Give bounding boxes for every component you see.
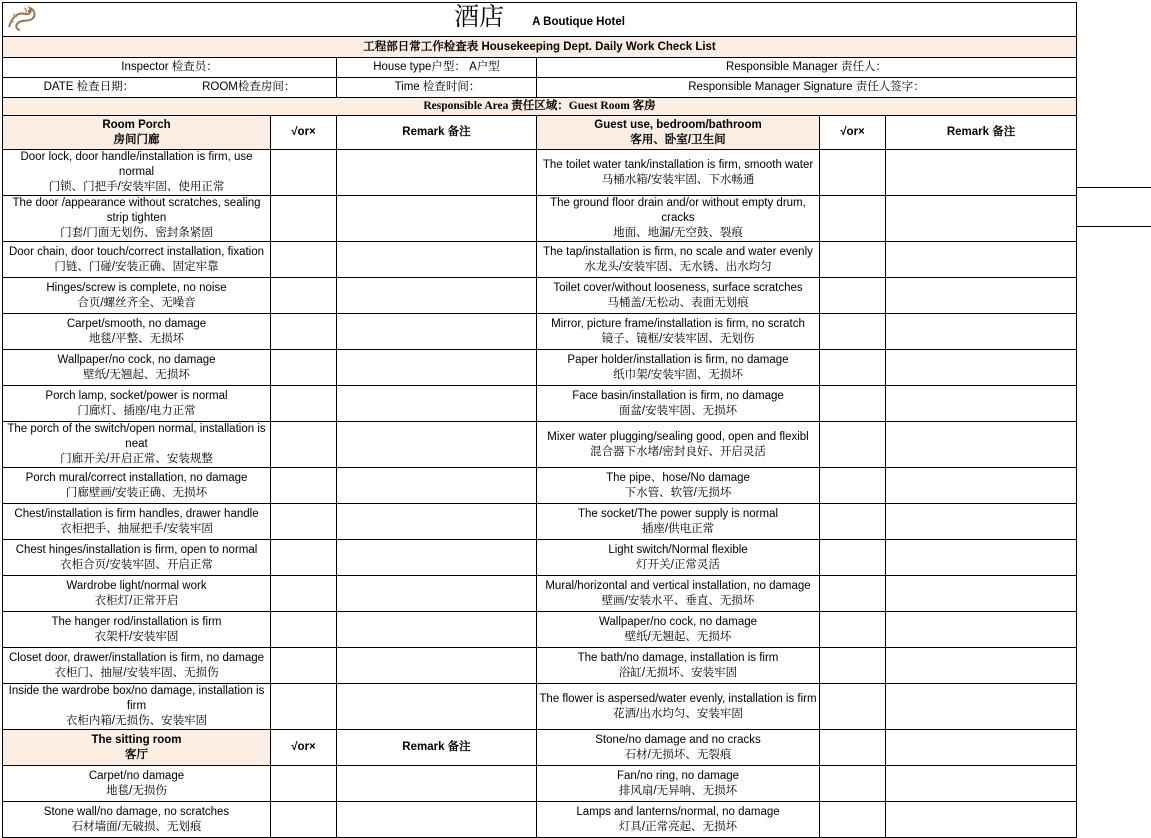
remark-cell[interactable] xyxy=(886,150,1077,196)
check-cell[interactable] xyxy=(271,150,337,196)
check-cell[interactable] xyxy=(820,314,886,350)
item-cell xyxy=(537,684,820,730)
section-title-room-porch xyxy=(3,116,271,150)
item-cell xyxy=(537,648,820,684)
item-cell xyxy=(3,504,271,540)
remark-column-header: Remark 备注 xyxy=(886,116,1077,150)
item-text-en: Chest/installation is firm handles, drawer handle xyxy=(14,507,259,520)
item-cell xyxy=(537,766,820,802)
remark-cell[interactable] xyxy=(886,612,1077,648)
item-text-cn: 壁纸/无翘起、无损坏 xyxy=(83,368,190,381)
item-text-en: Face basin/installation is firm, no damage xyxy=(572,389,784,402)
section-title-en: Guest use, bedroom/bathroom xyxy=(594,118,762,131)
grid-extension-line xyxy=(1077,226,1151,227)
remark-cell[interactable] xyxy=(337,802,537,838)
item-text-en: The socket/The power supply is normal xyxy=(577,507,779,520)
item-cell xyxy=(3,648,271,684)
inspector-field[interactable]: Inspector 检查员： xyxy=(3,58,337,78)
item-text-cn: 壁纸/无翘起、无损坏 xyxy=(624,630,732,643)
item-text-cn: 马桶盖/无松动、表面无划痕 xyxy=(607,296,749,309)
item-cell xyxy=(3,350,271,386)
dragon-logo-icon xyxy=(3,3,45,34)
remark-cell[interactable] xyxy=(886,196,1077,242)
item-text-en: Closet door, drawer/installation is firm, no damage xyxy=(8,651,265,664)
check-cell[interactable] xyxy=(820,612,886,648)
section-title-en: The sitting room xyxy=(91,733,182,746)
item-text-en: Paper holder/installation is firm, no damage xyxy=(567,353,789,366)
item-text-en: The porch of the switch/open normal, installation is neat xyxy=(7,423,266,450)
section-title-guest-use xyxy=(537,116,820,150)
section-title-en: Room Porch xyxy=(102,118,171,131)
check-cell[interactable] xyxy=(820,766,886,802)
check-cell[interactable] xyxy=(820,504,886,540)
subtitle-row xyxy=(3,37,1077,58)
remark-cell[interactable] xyxy=(886,242,1077,278)
remark-cell[interactable] xyxy=(337,150,537,196)
check-cell[interactable] xyxy=(271,684,337,730)
item-cell xyxy=(537,802,820,838)
remark-cell[interactable] xyxy=(337,350,537,386)
table-row xyxy=(3,648,1077,684)
remark-column-header: Remark 备注 xyxy=(337,116,537,150)
check-cell[interactable] xyxy=(820,386,886,422)
item-text-en: Mural/horizontal and vertical installation, no damage xyxy=(545,579,811,592)
date-field[interactable]: DATE 检查日期： xyxy=(43,81,135,93)
item-text-en: Inside the wardrobe box/no damage, installation is firm xyxy=(8,685,265,712)
check-cell[interactable] xyxy=(820,802,886,838)
table-row xyxy=(3,422,1077,468)
item-text-cn: 混合器下水堵/密封良好、开启灵活 xyxy=(590,445,766,458)
item-text-cn: 插座/供电正常 xyxy=(641,522,715,535)
item-cell xyxy=(3,278,271,314)
table-row xyxy=(3,150,1077,196)
check-list-table xyxy=(2,2,1077,838)
remark-cell[interactable] xyxy=(337,540,537,576)
item-text-en: Mixer water plugging/sealing good, open and flexibl xyxy=(547,430,809,443)
area-row xyxy=(3,98,1077,116)
check-cell[interactable] xyxy=(271,802,337,838)
check-cell[interactable] xyxy=(820,540,886,576)
item-cell xyxy=(3,150,271,196)
remark-column-header: Remark 备注 xyxy=(337,730,537,766)
remark-cell[interactable] xyxy=(337,576,537,612)
title-row xyxy=(3,3,1077,37)
item-text-cn: 门廊灯、插座/电力正常 xyxy=(77,404,196,417)
item-text-en: Wallpaper/no cock, no damage xyxy=(598,615,758,628)
remark-cell[interactable] xyxy=(886,802,1077,838)
section-title-cn: 房间门廊 xyxy=(113,133,160,146)
item-text-cn: 浴缸/无损坏、安装牢固 xyxy=(618,666,738,679)
check-cell[interactable] xyxy=(271,766,337,802)
table-row xyxy=(3,576,1077,612)
item-text-cn: 面盆/安装牢固、无损坏 xyxy=(618,404,738,417)
item-cell xyxy=(3,766,271,802)
item-cell xyxy=(3,540,271,576)
page-title xyxy=(3,3,1077,37)
item-text-cn: 衣柜把手、抽屉把手/安装牢固 xyxy=(60,522,213,535)
item-text-en: The tap/installation is firm, no scale and water evenly xyxy=(543,245,813,258)
item-cell xyxy=(537,314,820,350)
item-text-en: The toilet water tank/installation is firm, smooth water xyxy=(542,158,814,171)
item-text-cn: 排风扇/无异响、无损坏 xyxy=(618,784,738,797)
item-text-cn: 花洒/出水均匀、安装牢固 xyxy=(613,707,743,720)
item-text-cn: 水龙头/安装牢固、无水锈、出水均匀 xyxy=(584,260,772,273)
remark-cell[interactable] xyxy=(886,540,1077,576)
section-header-row xyxy=(3,116,1077,150)
table-row xyxy=(3,612,1077,648)
table-row xyxy=(3,766,1077,802)
check-cell[interactable] xyxy=(820,196,886,242)
check-cell[interactable] xyxy=(820,350,886,386)
responsible-manager-field[interactable]: Responsible Manager 责任人： xyxy=(537,58,1077,78)
item-text-en: Mirror, picture frame/installation is firm, no scratch xyxy=(551,317,805,330)
section-title-cn: 客厅 xyxy=(125,748,148,761)
table-row xyxy=(3,196,1077,242)
item-cell xyxy=(3,242,271,278)
info-row-1 xyxy=(3,58,1077,78)
check-cell[interactable] xyxy=(820,576,886,612)
item-text-cn: 镜子、镜框/安装牢固、无划伤 xyxy=(601,332,755,345)
table-row xyxy=(3,684,1077,730)
item-text-en: The pipe、hose/No damage xyxy=(606,471,750,484)
check-cell[interactable] xyxy=(271,648,337,684)
item-text-en: The flower is aspersed/water evenly, installation is firm xyxy=(539,692,817,705)
remark-cell[interactable] xyxy=(886,278,1077,314)
title-chinese: 酒店 xyxy=(454,2,505,31)
item-text-en: Wardrobe light/normal work xyxy=(66,579,207,592)
item-cell xyxy=(537,576,820,612)
item-text-en: Hinges/screw is complete, no noise xyxy=(46,281,227,294)
check-cell[interactable] xyxy=(271,612,337,648)
remark-cell[interactable] xyxy=(337,468,537,504)
item-text-cn: 门套/门面无划伤、密封条紧固 xyxy=(60,227,213,239)
item-text-cn: 门链、门碰/安装正确、固定牢靠 xyxy=(54,260,219,273)
item-cell xyxy=(3,612,271,648)
item-text-en: Door lock, door handle/installation is firm, use normal xyxy=(20,151,253,178)
manager-signature-field[interactable]: Responsible Manager Signature 责任人签字： xyxy=(537,78,1077,98)
item-cell xyxy=(537,540,820,576)
remark-cell[interactable] xyxy=(886,730,1077,766)
item-text-en: The bath/no damage, installation is firm xyxy=(577,651,779,664)
table-row xyxy=(3,386,1077,422)
check-cell[interactable] xyxy=(820,422,886,468)
item-text-en: Carpet/smooth, no damage xyxy=(66,317,207,330)
title-english: A Boutique Hotel xyxy=(532,16,625,28)
item-text-en: Fan/no ring, no damage xyxy=(616,769,740,782)
house-type-field[interactable]: House type户型： A户型 xyxy=(337,58,537,78)
remark-cell[interactable] xyxy=(886,314,1077,350)
check-list-sheet xyxy=(2,2,1076,838)
remark-cell[interactable] xyxy=(337,648,537,684)
item-text-en: Carpet/no damage xyxy=(88,769,185,782)
item-text-en: The door /appearance without scratches, sealing strip tighten xyxy=(12,197,261,224)
item-text-en: Stone/no damage and no cracks xyxy=(595,733,761,746)
check-cell[interactable] xyxy=(271,468,337,504)
remark-cell[interactable] xyxy=(886,386,1077,422)
item-text-cn: 灯开关/正常灵活 xyxy=(636,558,720,571)
check-cell[interactable] xyxy=(271,350,337,386)
item-text-cn: 壁画/安装水平、垂直、无损坏 xyxy=(601,594,755,607)
remark-cell[interactable] xyxy=(886,576,1077,612)
subtitle: 工程部日常工作检查表 Housekeeping Dept. Daily Work Check List xyxy=(3,37,1077,58)
remark-cell[interactable] xyxy=(886,684,1077,730)
item-text-cn: 灯具/正常亮起、无损坏 xyxy=(618,820,738,833)
item-text-en: Light switch/Normal flexible xyxy=(608,543,748,556)
section-title-sitting-room xyxy=(3,730,271,766)
remark-cell[interactable] xyxy=(337,766,537,802)
check-cell[interactable] xyxy=(820,278,886,314)
grid-extension-line xyxy=(1077,187,1151,188)
table-row xyxy=(3,350,1077,386)
item-cell xyxy=(537,612,820,648)
info-row-2 xyxy=(3,78,1077,98)
check-cell[interactable] xyxy=(820,150,886,196)
item-text-en: Porch lamp, socket/power is normal xyxy=(45,389,228,402)
check-column-header: √or× xyxy=(820,116,886,150)
room-field[interactable]: ROOM检查房间： xyxy=(202,81,296,93)
table-row xyxy=(3,314,1077,350)
check-cell[interactable] xyxy=(820,468,886,504)
check-cell[interactable] xyxy=(271,242,337,278)
remark-cell[interactable] xyxy=(337,612,537,648)
table-row xyxy=(3,278,1077,314)
item-text-cn: 衣柜门、抽屉/安装牢固、无损伤 xyxy=(54,666,219,679)
responsible-area: Responsible Area 责任区域：Guest Room 客房 xyxy=(3,98,1077,116)
item-text-en: Toilet cover/without looseness, surface scratches xyxy=(553,281,803,294)
check-cell[interactable] xyxy=(271,196,337,242)
remark-cell[interactable] xyxy=(337,196,537,242)
remark-cell[interactable] xyxy=(337,504,537,540)
item-cell xyxy=(3,314,271,350)
remark-cell[interactable] xyxy=(886,504,1077,540)
item-text-cn: 门廊开关/开启正常、安装规整 xyxy=(60,453,213,465)
item-cell xyxy=(3,576,271,612)
table-row xyxy=(3,802,1077,838)
check-cell[interactable] xyxy=(820,684,886,730)
item-cell xyxy=(537,150,820,196)
item-cell xyxy=(537,730,820,766)
check-cell[interactable] xyxy=(820,730,886,766)
table-row xyxy=(3,468,1077,504)
item-text-en: Stone wall/no damage, no scratches xyxy=(43,805,230,818)
item-text-cn: 马桶水箱/安装牢固、下水畅通 xyxy=(601,173,755,186)
item-text-cn: 地毯/平整、无损坏 xyxy=(88,332,185,345)
check-cell[interactable] xyxy=(271,576,337,612)
remark-cell[interactable] xyxy=(337,314,537,350)
item-cell xyxy=(537,504,820,540)
check-cell[interactable] xyxy=(820,648,886,684)
item-text-en: Door chain, door touch/correct installation, fixation xyxy=(8,245,265,258)
item-cell xyxy=(3,386,271,422)
item-text-cn: 门锁、门把手/安装牢固、使用正常 xyxy=(48,181,225,193)
remark-cell[interactable] xyxy=(337,278,537,314)
remark-cell[interactable] xyxy=(337,684,537,730)
item-text-en: The ground floor drain and/or without empty drum, cracks xyxy=(550,197,806,224)
item-text-cn: 衣架杆/安装牢固 xyxy=(94,630,179,643)
table-row xyxy=(3,730,1077,766)
item-cell xyxy=(537,386,820,422)
table-row xyxy=(3,504,1077,540)
item-text-en: Chest hinges/installation is firm, open to normal xyxy=(15,543,258,556)
check-column-header: √or× xyxy=(271,116,337,150)
section-title-cn: 客用、卧室/卫生间 xyxy=(630,133,726,146)
remark-cell[interactable] xyxy=(337,386,537,422)
item-cell xyxy=(3,468,271,504)
item-text-cn: 石材/无损坏、无裂痕 xyxy=(624,748,732,761)
check-cell[interactable] xyxy=(271,386,337,422)
item-cell xyxy=(537,242,820,278)
item-text-cn: 下水管、软管/无损坏 xyxy=(624,486,732,499)
item-text-en: The hanger rod/installation is firm xyxy=(51,615,222,628)
remark-cell[interactable] xyxy=(337,242,537,278)
check-cell[interactable] xyxy=(271,278,337,314)
check-cell[interactable] xyxy=(820,242,886,278)
check-column-header: √or× xyxy=(271,730,337,766)
check-cell[interactable] xyxy=(271,314,337,350)
item-cell xyxy=(537,468,820,504)
check-cell[interactable] xyxy=(271,540,337,576)
item-text-en: Wallpaper/no cock, no damage xyxy=(57,353,216,366)
item-text-en: Porch mural/correct installation, no damage xyxy=(25,471,248,484)
check-cell[interactable] xyxy=(271,504,337,540)
item-text-cn: 地毯/无损伤 xyxy=(106,784,167,797)
item-cell xyxy=(537,422,820,468)
item-cell xyxy=(3,802,271,838)
remark-cell[interactable] xyxy=(886,350,1077,386)
item-cell xyxy=(537,350,820,386)
item-cell xyxy=(3,684,271,730)
item-text-cn: 衣柜内箱/无损伤、安装牢固 xyxy=(65,715,208,727)
item-text-cn: 合页/螺丝齐全、无噪音 xyxy=(77,296,196,309)
item-text-cn: 门廊壁画/安装正确、无损坏 xyxy=(65,486,208,499)
remark-cell[interactable] xyxy=(337,422,537,468)
item-text-cn: 石材墙面/无破损、无划痕 xyxy=(71,820,202,833)
item-cell xyxy=(3,196,271,242)
item-text-cn: 衣柜灯/正常开启 xyxy=(94,594,179,607)
item-text-en: Lamps and lanterns/normal, no damage xyxy=(576,805,780,818)
hotel-logo xyxy=(3,3,45,34)
date-room-cell xyxy=(3,78,337,98)
table-row xyxy=(3,540,1077,576)
table-row xyxy=(3,242,1077,278)
remark-cell[interactable] xyxy=(886,468,1077,504)
item-text-cn: 地面、地漏/无空鼓、裂痕 xyxy=(613,227,743,239)
time-field[interactable]: Time 检查时间： xyxy=(337,78,537,98)
item-text-cn: 纸巾架/安装牢固、无损坏 xyxy=(613,368,743,381)
item-text-cn: 衣柜合页/安装牢固、开启正常 xyxy=(60,558,213,571)
check-cell[interactable] xyxy=(271,422,337,468)
remark-cell[interactable] xyxy=(886,766,1077,802)
remark-cell[interactable] xyxy=(886,422,1077,468)
item-cell xyxy=(3,422,271,468)
remark-cell[interactable] xyxy=(886,648,1077,684)
item-cell xyxy=(537,196,820,242)
item-cell xyxy=(537,278,820,314)
